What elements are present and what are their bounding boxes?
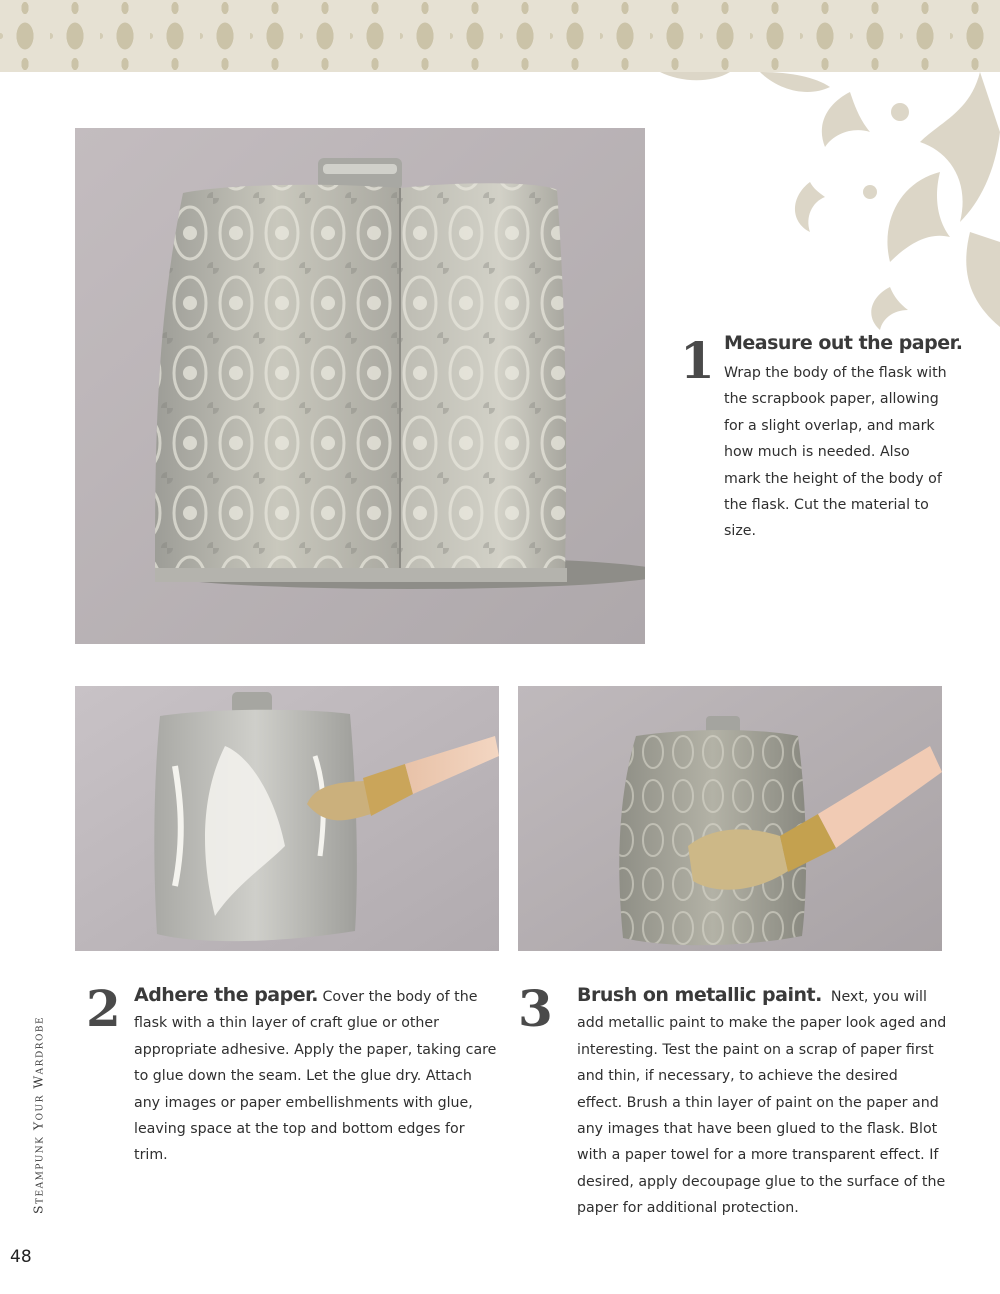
running-head	[28, 1010, 48, 1220]
photo-flask-wrapped-with-paper	[75, 128, 645, 644]
step-title: Measure out the paper.	[724, 332, 963, 354]
running-head-text: Steampunk Your Wardrobe	[30, 1015, 46, 1215]
photo-glue-applied-to-flask	[75, 686, 499, 951]
step-number: 2	[86, 979, 121, 1038]
step-body: Cover the body of the flask with a thin layer of craft glue or other appropriate adhesive. Apply the paper, taking care to glue down the seam. Let the glue dry. Attach any images or paper embellishments with glue, leaving space at the top and bottom edges for trim.	[134, 989, 497, 1164]
step-title: Brush on metallic paint.	[577, 984, 822, 1006]
step-number: 1	[680, 331, 715, 390]
damask-corner-ornament	[640, 72, 1000, 332]
step-number: 3	[518, 979, 553, 1038]
step-body: Wrap the body of the flask with the scrapbook paper, allowing for a slight overlap, and mark how much is needed. Also mark the height of the body of the flask. Cut the material to size.	[724, 365, 947, 540]
step-paragraph	[577, 982, 947, 1222]
step-title: Adhere the paper.	[134, 984, 318, 1006]
photo-metallic-paint-brushed-on	[518, 686, 942, 951]
page-number: 48	[10, 1247, 32, 1267]
damask-header-band	[0, 0, 1000, 72]
step-body: Next, you will add metallic paint to make the paper look aged and interesting. Test the paint on a scrap of paper first and thin, if necessary, to achieve the desired effect. Brush a thin layer of paint on the paper and any images that have been glued to the flask. Blot with a paper towel for a more transparent effect. If desired, apply decoupage glue to the surface of the paper for additional protection.	[577, 989, 947, 1217]
step-paragraph	[134, 982, 500, 1169]
